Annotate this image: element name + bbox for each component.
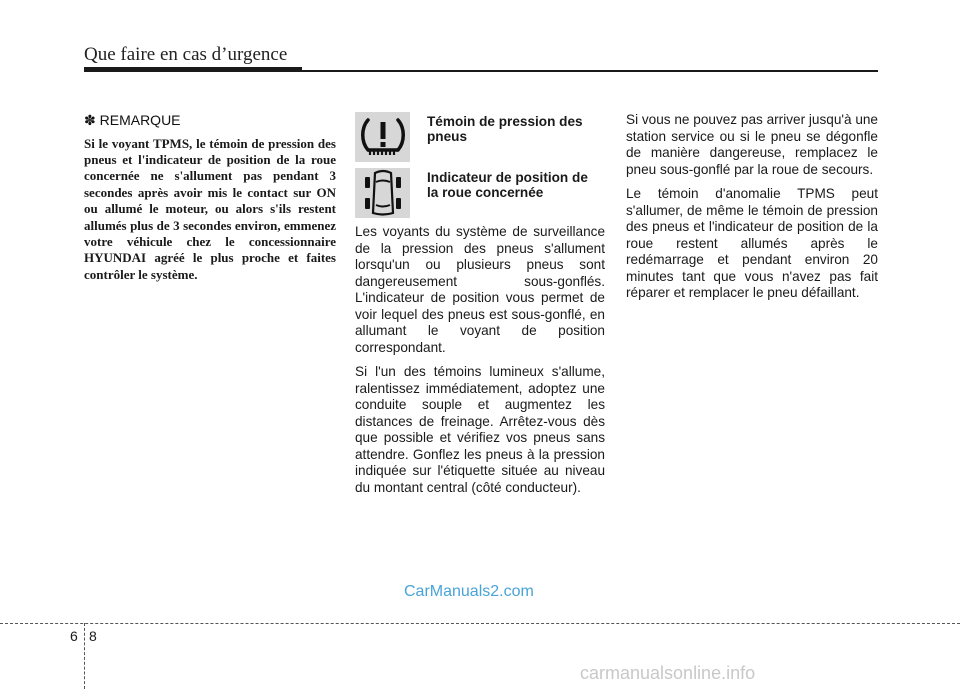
car-position-icon xyxy=(355,168,410,218)
right-column xyxy=(626,112,878,310)
body-paragraph: Le témoin d'anomalie TPMS peut s'allumer, de même le témoin de pression des pneus et l'indicateur de position de la roue restent allumés après le redémarrage et pendant environ 20 minutes tant que vous n'avez pas fait réparer et remplacer le pneu défaillant. xyxy=(626,186,878,300)
footer-divider xyxy=(0,623,960,624)
site-watermark: carmanualsonline.info xyxy=(580,663,756,683)
body-paragraph: Si vous ne pouvez pas arriver jusqu'à une station service ou si le pneu se dégonfle de manière dangereuse, remplacez le pneu sous-gonflé par la roue de secours. xyxy=(626,112,878,177)
indicator-label: Témoin de pression des pneus xyxy=(427,114,583,144)
indicator-car-position xyxy=(355,168,605,218)
note-symbol: ✽ xyxy=(84,112,96,128)
middle-column xyxy=(355,112,605,504)
footer-divider-vertical xyxy=(84,623,85,689)
watermark-link[interactable]: CarManuals2.com xyxy=(404,583,534,600)
header-rule xyxy=(84,70,878,72)
note-title-text: REMARQUE xyxy=(99,112,181,128)
body-paragraph: Si l'un des témoins lumineux s'allume, ralentissez immédiatement, adoptez une conduite souple et augmentez les distances de freinage. Arrêtez-vous dès que possible et vérifiez vos pneus sans attendre. Gonflez les pneus à la pression indiquée sur l'étiquette située au niveau du montant central (côté conducteur). xyxy=(355,364,605,495)
note-body: Si le voyant TPMS, le témoin de pression des pneus et l'indicateur de position de la roue concernée ne s'allument pas pendant 3 secondes après avoir mis le contact sur ON ou allumé le moteur, ou alors s'ils restent allumés plus de 3 secondes environ, emmenez votre véhicule chez le concessionnaire HYUNDAI agréé le plus proche et faites contrôler le système. xyxy=(84,135,336,282)
tire-pressure-icon xyxy=(355,112,410,162)
indicator-tire-pressure xyxy=(355,112,605,162)
indicator-label: Indicateur de position de la roue concernée xyxy=(427,170,588,200)
page-number: 8 xyxy=(89,628,97,644)
note-column xyxy=(84,112,336,283)
chapter-number: 6 xyxy=(70,628,78,644)
note-title xyxy=(84,112,336,129)
page-header-title: Que faire en cas d’urgence xyxy=(84,44,288,65)
body-paragraph: Les voyants du système de surveillance de la pression des pneus s'allument lorsqu'un ou plusieurs pneus sont dangereusement sous-gonflés. L'indicateur de position vous permet de voir lequel des pneus est sous-gonflé, en allumant le voyant de position correspondant. xyxy=(355,224,605,355)
